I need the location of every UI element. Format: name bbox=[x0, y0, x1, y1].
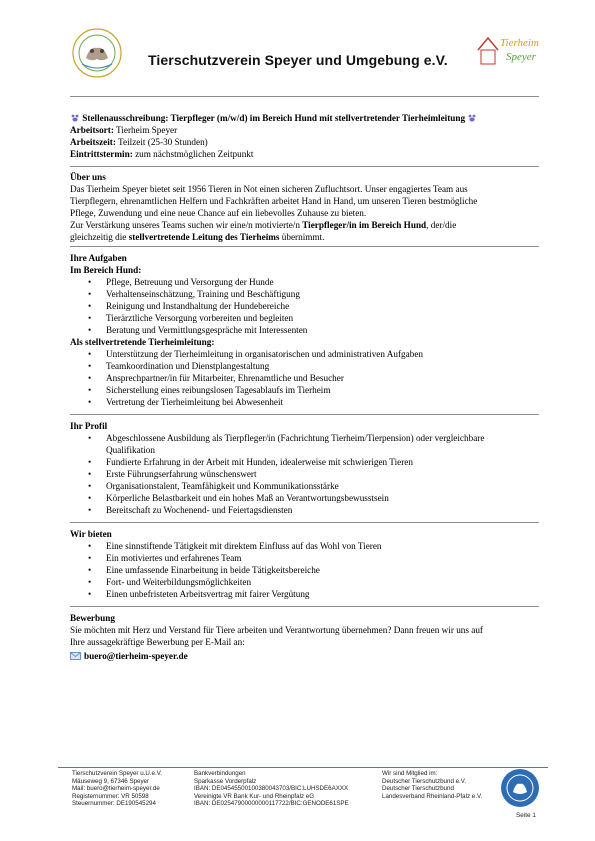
about-heading: Über uns bbox=[70, 172, 106, 182]
organization-title: Tierschutzverein Speyer und Umgebung e.V. bbox=[148, 52, 448, 68]
list-item: • Tierärztliche Versorgung vorbereiten und begleiten bbox=[70, 312, 542, 324]
job-header bbox=[70, 112, 542, 160]
footer-membership: Wir sind Mitglied im: Deutscher Tierschutzbund e.V. Deutscher Tierschutzbund Landesverband Rheinland-Pfalz e.V. bbox=[382, 770, 483, 800]
list-item: • Unterstützung der Tierheimleitung in organisatorischen und administrativen Aufgaben bbox=[70, 348, 542, 360]
list-item: • Pflege, Betreuung und Versorgung der Hunde bbox=[70, 276, 542, 288]
about-section bbox=[70, 171, 542, 243]
list-item: • Organisationstalent, Teamfähigkeit und Kommunikationsstärke bbox=[70, 480, 542, 492]
apply-section bbox=[70, 612, 542, 662]
divider bbox=[70, 414, 539, 415]
logo-right-line2: Speyer bbox=[506, 51, 536, 63]
footer-bank: Bankverbindungen Sparkasse Vorderpfalz IBAN: DE04545500100380043703/BIC:LUHSDE6AXXX Vereinigte VR Bank Kur- und Rheinpfalz eG IBAN: DE02547900000000117722/BIC:GENODE61SPE bbox=[194, 770, 349, 808]
offer-heading: Wir bieten bbox=[70, 529, 112, 539]
tasks-subheading-leitung: Als stellvertretende Tierheimleitung: bbox=[70, 337, 215, 347]
divider bbox=[70, 606, 539, 607]
logo-right-line1: Tierheim bbox=[500, 37, 539, 49]
paw-icon bbox=[467, 114, 477, 122]
about-text: gleichzeitig die stellvertretende Leitung des Tierheims übernimmt. bbox=[70, 232, 325, 242]
tierschutzverein-logo bbox=[72, 28, 122, 78]
list-item: • Teamkoordination und Dienstplangestaltung bbox=[70, 360, 542, 372]
apply-text: Ihre aussagekräftige Bewerbung per E-Mail an: bbox=[70, 637, 245, 647]
tierschutzbund-seal bbox=[500, 768, 540, 808]
about-text: Zur Verstärkung unseres Teams suchen wir eine/n motivierte/n Tierpfleger/in im Bereich Hund, der/die bbox=[70, 220, 457, 230]
email-row bbox=[70, 650, 542, 662]
paw-icon bbox=[70, 114, 80, 122]
about-text: Tierpflegern, ehrenamtlichen Helfern und Fachkräften arbeitet Hand in Hand, um unseren Tieren bestmögliche bbox=[70, 196, 478, 206]
about-text: Das Tierheim Speyer bietet seit 1956 Tieren in Not einen sicheren Zufluchtsort. Unser engagiertes Team aus bbox=[70, 184, 468, 194]
about-text: Pflege, Zuwendung und eine neue Chance auf ein liebevolles Zuhause zu bieten. bbox=[70, 208, 367, 218]
footer-divider bbox=[58, 767, 548, 768]
job-title: Stellenausschreibung: Tierpfleger (m/w/d) im Bereich Hund mit stellvertretender Tierheimleitung bbox=[82, 113, 466, 123]
offer-section bbox=[70, 528, 542, 600]
list-item: • Vertretung der Tierheimleitung bei Abwesenheit bbox=[70, 396, 542, 408]
eintrittstermin-row: Eintrittstermin: zum nächstmöglichen Zeitpunkt bbox=[70, 149, 254, 159]
list-item: • Eine umfassende Einarbeitung in beide Tätigkeitsbereiche bbox=[70, 564, 542, 576]
list-item: • Beratung und Vermittlungsgespräche mit Interessenten bbox=[70, 324, 542, 336]
list-item: • Sicherstellung eines reibungslosen Tagesablaufs im Tierheim bbox=[70, 384, 542, 396]
arbeitsort-row: Arbeitsort: Tierheim Speyer bbox=[70, 125, 178, 135]
mail-icon bbox=[70, 652, 81, 660]
divider bbox=[70, 246, 539, 247]
list-item: • Fundierte Erfahrung in der Arbeit mit Hunden, idealerweise mit schwierigen Tieren bbox=[70, 456, 542, 468]
arbeitszeit-row: Arbeitszeit: Teilzeit (25-30 Stunden) bbox=[70, 137, 208, 147]
list-item: • Bereitschaft zu Wochenend- und Feiertagsdiensten bbox=[70, 504, 542, 516]
divider bbox=[70, 96, 539, 97]
page-number: Seite 1 bbox=[516, 812, 536, 819]
list-item: • Einen unbefristeten Arbeitsvertrag mit fairer Vergütung bbox=[70, 588, 542, 600]
list-item: • Ein motiviertes und erfahrenes Team bbox=[70, 552, 542, 564]
profile-heading: Ihr Profil bbox=[70, 421, 108, 431]
list-item: • Körperliche Belastbarkeit und ein hohes Maß an Verantwortungsbewusstsein bbox=[70, 492, 542, 504]
list-item: • Verhaltenseinschätzung, Training und Beschäftigung bbox=[70, 288, 542, 300]
email-link[interactable]: buero@tierheim-speyer.de bbox=[84, 651, 188, 661]
tasks-section bbox=[70, 252, 542, 408]
list-item: • Reinigung und Instandhaltung der Hundebereiche bbox=[70, 300, 542, 312]
list-item: • Fort- und Weiterbildungsmöglichkeiten bbox=[70, 576, 542, 588]
profile-section bbox=[70, 420, 542, 516]
list-item: • Eine sinnstiftende Tätigkeit mit direktem Einfluss auf das Wohl von Tieren bbox=[70, 540, 542, 552]
divider bbox=[70, 166, 539, 167]
list-item: • Erste Führungserfahrung wünschenswert bbox=[70, 468, 542, 480]
divider bbox=[70, 522, 539, 523]
list-item: • Abgeschlossene Ausbildung als Tierpfleger/in (Fachrichtung Tierheim/Tierpension) oder vergleichbare Qualifikation bbox=[70, 432, 542, 456]
list-item: • Ansprechpartner/in für Mitarbeiter, Ehrenamtliche und Besucher bbox=[70, 372, 542, 384]
tasks-subheading-hund: Im Bereich Hund: bbox=[70, 265, 142, 275]
apply-heading: Bewerbung bbox=[70, 613, 115, 623]
apply-text: Sie möchten mit Herz und Verstand für Tiere arbeiten und Verantwortung übernehmen? Dann freuen wir uns auf bbox=[70, 625, 483, 635]
tierheim-speyer-logo bbox=[474, 28, 544, 70]
tasks-heading: Ihre Aufgaben bbox=[70, 253, 127, 263]
footer-address: Tierschutzverein Speyer u.U.e.V. Mäuseweg 9, 67346 Speyer Mail: buero@tierheim-speyer.de Registernummer: VR 50598 Steuernummer: DE190545294 bbox=[72, 770, 162, 808]
